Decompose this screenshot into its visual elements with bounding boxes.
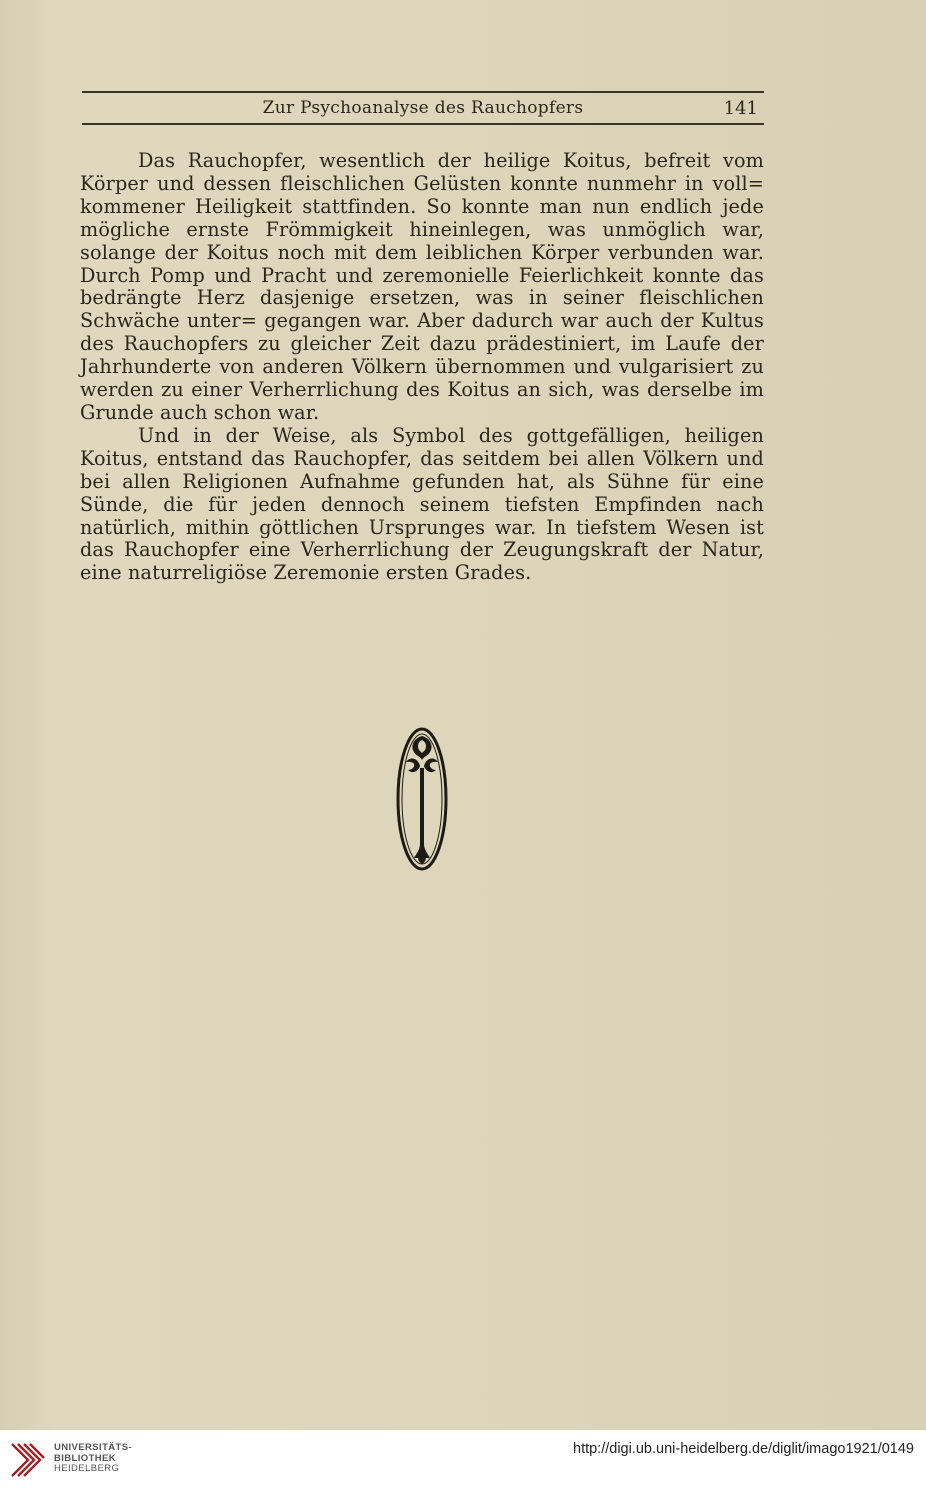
logo-line-1: UNIVERSITÄTS- xyxy=(54,1442,133,1453)
paragraph-2: Und in der Weise, als Symbol des gottgefälligen, heiligen Koitus, entstand das Rauchopfer, das seitdem bei allen Völkern und bei allen Religionen Aufnahme gefunden hat, als Sühne für eine Sünde, die für jeden dennoch seinem tiefsten Empfinden nach natürlich, mithin göttlichen Ursprunges war. In tiefstem Wesen ist das Rauchopfer eine Verherrlichung der Zeugungskraft der Natur, eine naturreligiöse Zeremonie ersten Grades. xyxy=(80,423,764,585)
library-logo-icon xyxy=(10,1438,46,1478)
logo-line-2: BIBLIOTHEK xyxy=(54,1452,117,1464)
library-logo-text xyxy=(54,1443,132,1475)
footer-bar xyxy=(0,1430,926,1494)
header-rule-bottom xyxy=(82,123,764,125)
paragraph-1: Das Rauchopfer, wesentlich der heilige Koitus, befreit vom Körper und dessen fleischlichen Gelüsten konnte nunmehr in voll= kommener Heiligkeit stattfinden. So konnte man nun endlich jede mögliche ernste Frömmigkeit hineinlegen, was unmöglich war, solange der Koitus noch mit dem leiblichen Körper verbunden war. Durch Pomp und Pracht und zeremonielle Feierlichkeit konnte das bedrängte Herz dasjenige ersetzen, was in seiner fleischlichen Schwäche unter= gegangen war. Aber dadurch war auch der Kultus des Rauchopfers zu gleicher Zeit dazu prädestiniert, im Laufe der Jahrhunderte von anderen Völkern übernommen und vulgarisiert zu werden zu einer Verherrlichung des Koitus an sich, was derselbe im Grunde auch schon war. xyxy=(80,149,764,424)
page-number: 141 xyxy=(723,98,758,119)
logo-line-3: HEIDELBERG xyxy=(54,1463,120,1474)
header-rule-top xyxy=(82,91,764,93)
body-text xyxy=(80,150,764,585)
floral-vignette-icon xyxy=(396,726,448,872)
source-url-link[interactable]: http://digi.ub.uni-heidelberg.de/diglit/imago1921/0149 xyxy=(573,1441,914,1457)
running-title: Zur Psychoanalyse des Rauchopfers xyxy=(262,98,584,118)
running-head xyxy=(82,96,764,120)
